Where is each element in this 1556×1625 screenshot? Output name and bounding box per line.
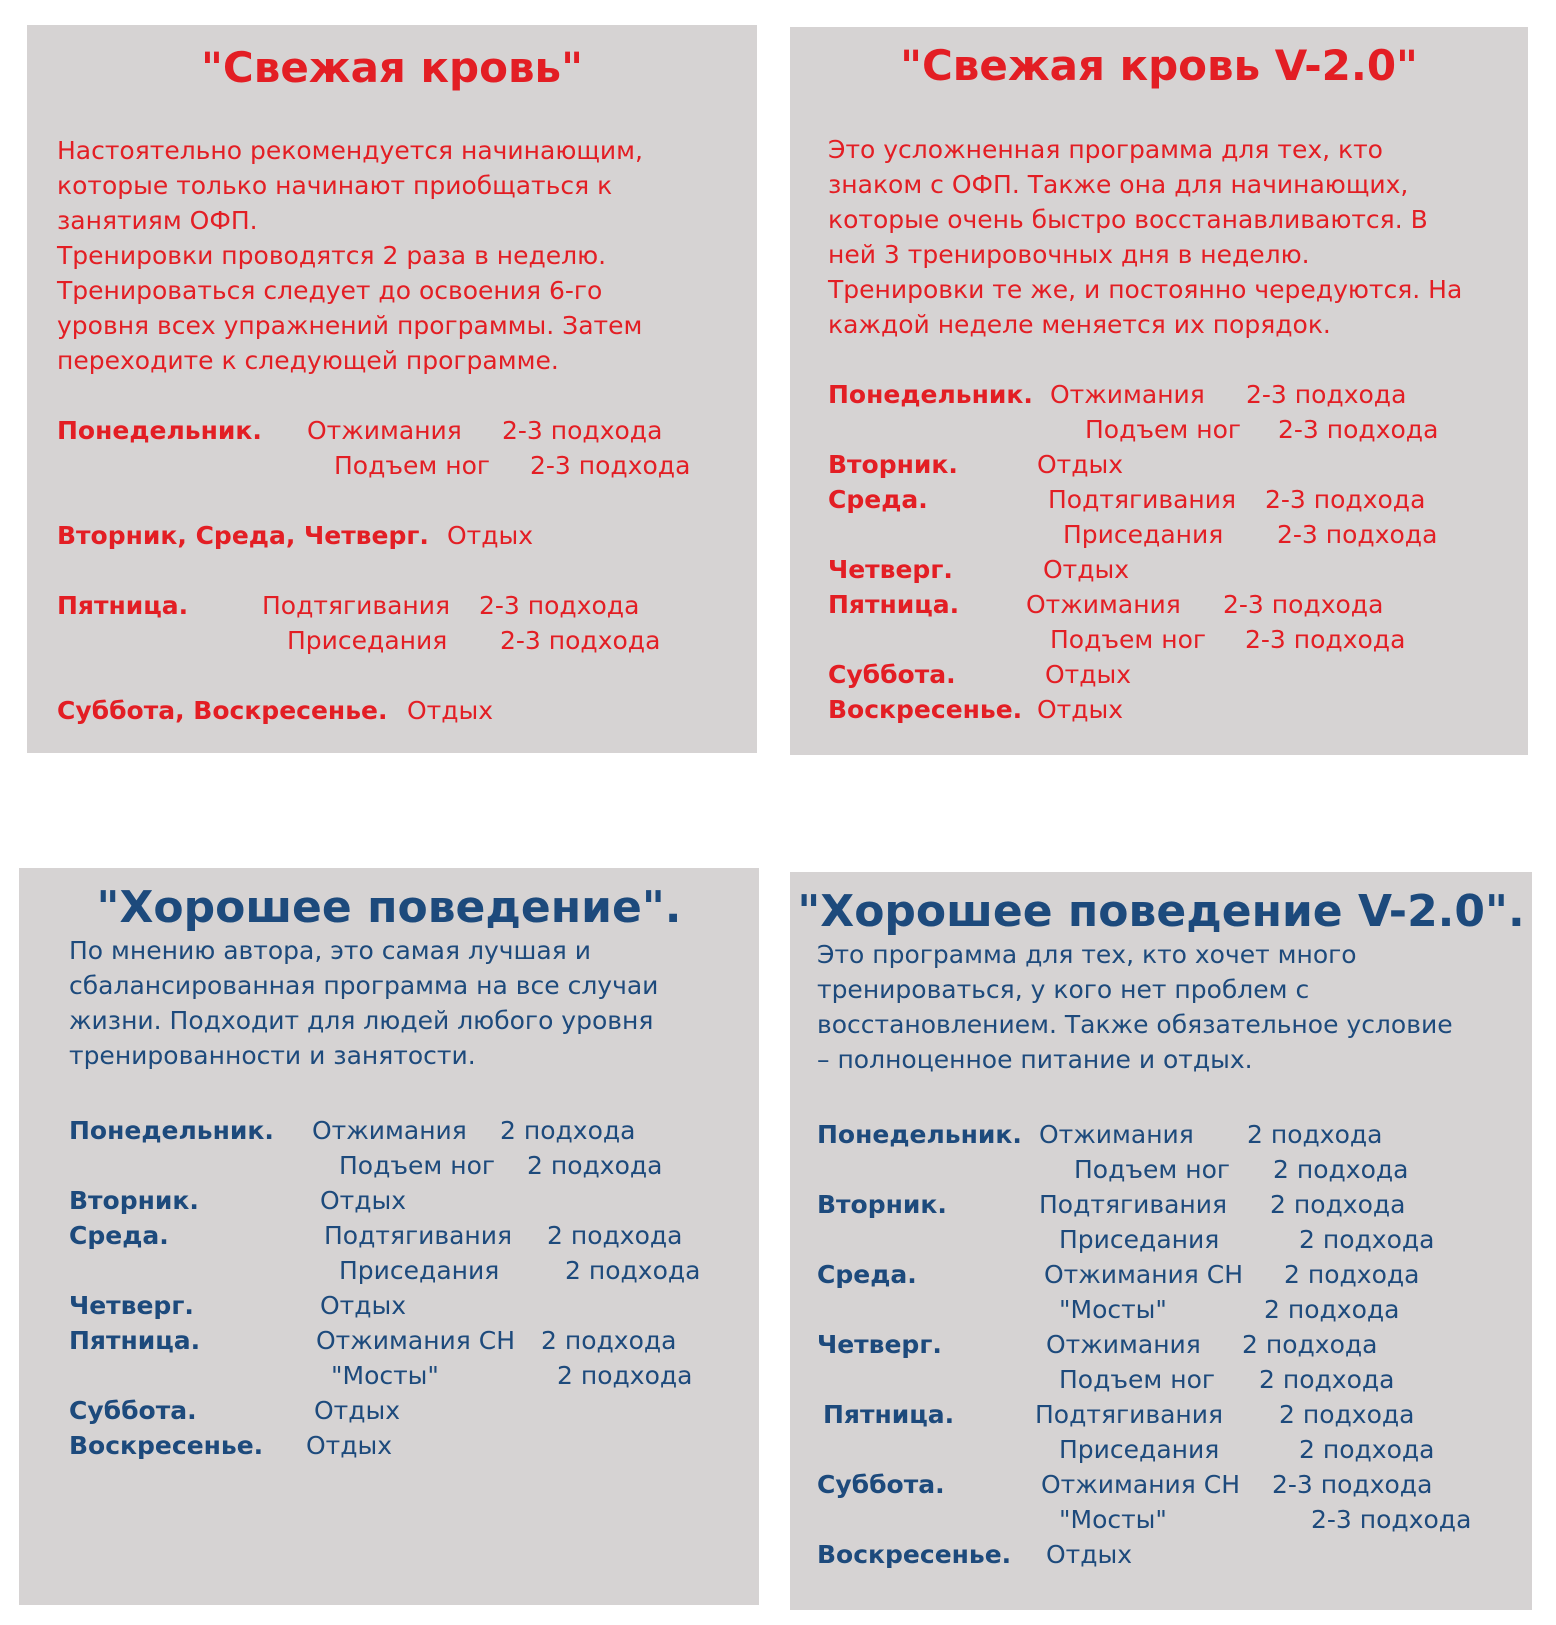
exercise-label: Отжимания	[312, 1116, 467, 1145]
sets-label: 2 подхода	[557, 1361, 693, 1390]
sets-label: 2-3 подхода	[1265, 485, 1426, 514]
exercise-label: Отжимания	[1039, 1120, 1194, 1149]
exercise-label: Отдых	[320, 1186, 407, 1215]
day-label: Суббота.	[69, 1396, 197, 1425]
sets-label: 2 подхода	[1259, 1365, 1395, 1394]
day-label: Суббота, Воскресенье.	[57, 696, 388, 725]
sets-label: 2-3 подхода	[479, 591, 640, 620]
sets-label: 2-3 подхода	[500, 626, 661, 655]
sets-label: 2-3 подхода	[530, 451, 691, 480]
exercise-label: Отжимания	[1046, 1330, 1201, 1359]
exercise-label: Отдых	[1037, 450, 1124, 479]
exercise-label: Отдых	[1045, 660, 1132, 689]
exercise-label: Отжимания СН	[1044, 1260, 1244, 1289]
card-title: "Хорошее поведение".	[96, 882, 682, 933]
sets-label: 2 подхода	[1270, 1190, 1406, 1219]
sets-label: 2 подхода	[565, 1256, 701, 1285]
exercise-label: Отдых	[1046, 1540, 1133, 1569]
day-label: Среда.	[817, 1260, 917, 1289]
sets-label: 2 подхода	[1273, 1155, 1409, 1184]
exercise-label: Отжимания	[307, 416, 462, 445]
exercise-label: Отжимания	[1050, 380, 1205, 409]
card-description: Настоятельно рекомендуется начинающим, которые только начинают приобщаться к занятиям ОФП. Тренировки проводятся 2 раза в неделю. Тренироваться следует до освоения 6-го уровня всех упражнений программы. Затем переходите к следующей программе.	[57, 136, 643, 375]
card-title: "Свежая кровь"	[201, 43, 583, 92]
exercise-label: Подъем ног	[1085, 415, 1242, 444]
sets-label: 2 подхода	[1242, 1330, 1378, 1359]
program-card-good-behavior-v2	[790, 872, 1532, 1610]
exercise-label: Приседания	[1059, 1435, 1220, 1464]
card-description: Это программа для тех, кто хочет много тренироваться, у кого нет проблем с восстановлением. Также обязательное условие – полноценное питание и отдых.	[817, 940, 1453, 1074]
day-label: Пятница.	[823, 1400, 955, 1429]
sets-label: 2-3 подхода	[1272, 1470, 1433, 1499]
day-label: Понедельник.	[57, 416, 262, 445]
sets-label: 2 подхода	[1299, 1225, 1435, 1254]
exercise-label: Отдых	[1043, 555, 1130, 584]
day-label: Вторник.	[817, 1190, 947, 1219]
sets-label: 2 подхода	[1264, 1295, 1400, 1324]
program-card-good-behavior	[19, 868, 759, 1605]
exercise-label: Подъем ног	[1074, 1155, 1231, 1184]
exercise-label: Отдых	[320, 1291, 407, 1320]
day-label: Четверг.	[817, 1330, 942, 1359]
sets-label: 2 подхода	[1299, 1435, 1435, 1464]
sets-label: 2-3 подхода	[1311, 1505, 1472, 1534]
day-label: Среда.	[828, 485, 928, 514]
exercise-label: "Мосты"	[1059, 1505, 1167, 1534]
exercise-label: Отжимания	[1026, 590, 1181, 619]
day-label: Четверг.	[828, 555, 953, 584]
exercise-label: Отдых	[447, 521, 534, 550]
card-description: По мнению автора, это самая лучшая и сбалансированная программа на все случаи жизни. Подходит для людей любого уровня тренированности и занятости.	[69, 936, 659, 1070]
card-title: "Хорошее поведение V-2.0".	[797, 886, 1525, 937]
sets-label: 2 подхода	[500, 1116, 636, 1145]
exercise-label: Приседания	[1063, 520, 1224, 549]
exercise-label: Подтягивания	[324, 1221, 513, 1250]
sets-label: 2-3 подхода	[1277, 520, 1438, 549]
exercise-label: "Мосты"	[1059, 1295, 1167, 1324]
exercise-label: Подтягивания	[262, 591, 451, 620]
exercise-label: Отдых	[314, 1396, 401, 1425]
exercise-label: Отдых	[306, 1431, 393, 1460]
day-label: Пятница.	[57, 591, 189, 620]
sets-label: 2-3 подхода	[1246, 380, 1407, 409]
program-card-fresh-blood-v2	[790, 27, 1528, 755]
sets-label: 2 подхода	[1284, 1260, 1420, 1289]
day-label: Воскресенье.	[817, 1540, 1012, 1569]
sets-label: 2-3 подхода	[1278, 415, 1439, 444]
day-label: Понедельник.	[828, 380, 1033, 409]
sets-label: 2 подхода	[541, 1326, 677, 1355]
day-label: Суббота.	[828, 660, 956, 689]
exercise-label: Отжимания СН	[316, 1326, 516, 1355]
day-label: Пятница.	[828, 590, 960, 619]
day-label: Четверг.	[69, 1291, 194, 1320]
day-label: Среда.	[69, 1221, 169, 1250]
day-label: Суббота.	[817, 1470, 945, 1499]
day-label: Вторник, Среда, Четверг.	[57, 521, 429, 550]
exercise-label: Приседания	[1059, 1225, 1220, 1254]
sets-label: 2 подхода	[1279, 1400, 1415, 1429]
sets-label: 2-3 подхода	[1245, 625, 1406, 654]
exercise-label: Подъем ног	[1050, 625, 1207, 654]
program-card-fresh-blood	[27, 25, 757, 753]
exercise-label: Подъем ног	[1059, 1365, 1216, 1394]
sets-label: 2-3 подхода	[1223, 590, 1384, 619]
exercise-label: Отдых	[1037, 695, 1124, 724]
day-label: Понедельник.	[817, 1120, 1022, 1149]
card-description: Это усложненная программа для тех, кто знаком с ОФП. Также она для начинающих, которые очень быстро восстанавливаются. В ней 3 тренировочных дня в неделю. Тренировки те же, и постоянно чередуются. На каждой неделе меняется их порядок.	[828, 135, 1463, 339]
sets-label: 2 подхода	[527, 1151, 663, 1180]
day-label: Вторник.	[69, 1186, 199, 1215]
exercise-label: Подъем ног	[334, 451, 491, 480]
sets-label: 2 подхода	[1247, 1120, 1383, 1149]
sets-label: 2-3 подхода	[502, 416, 663, 445]
exercise-label: Приседания	[287, 626, 448, 655]
exercise-label: Подтягивания	[1035, 1400, 1224, 1429]
exercise-label: Подъем ног	[339, 1151, 496, 1180]
exercise-label: Отдых	[407, 696, 494, 725]
day-label: Вторник.	[828, 450, 958, 479]
exercise-label: Подтягивания	[1039, 1190, 1228, 1219]
day-label: Воскресенье.	[828, 695, 1023, 724]
sets-label: 2 подхода	[547, 1221, 683, 1250]
exercise-label: Приседания	[339, 1256, 500, 1285]
card-title: "Свежая кровь V-2.0"	[900, 41, 1418, 90]
exercise-label: "Мосты"	[331, 1361, 439, 1390]
day-label: Понедельник.	[69, 1116, 274, 1145]
day-label: Воскресенье.	[69, 1431, 264, 1460]
day-label: Пятница.	[69, 1326, 201, 1355]
exercise-label: Отжимания СН	[1041, 1470, 1241, 1499]
exercise-label: Подтягивания	[1048, 485, 1237, 514]
